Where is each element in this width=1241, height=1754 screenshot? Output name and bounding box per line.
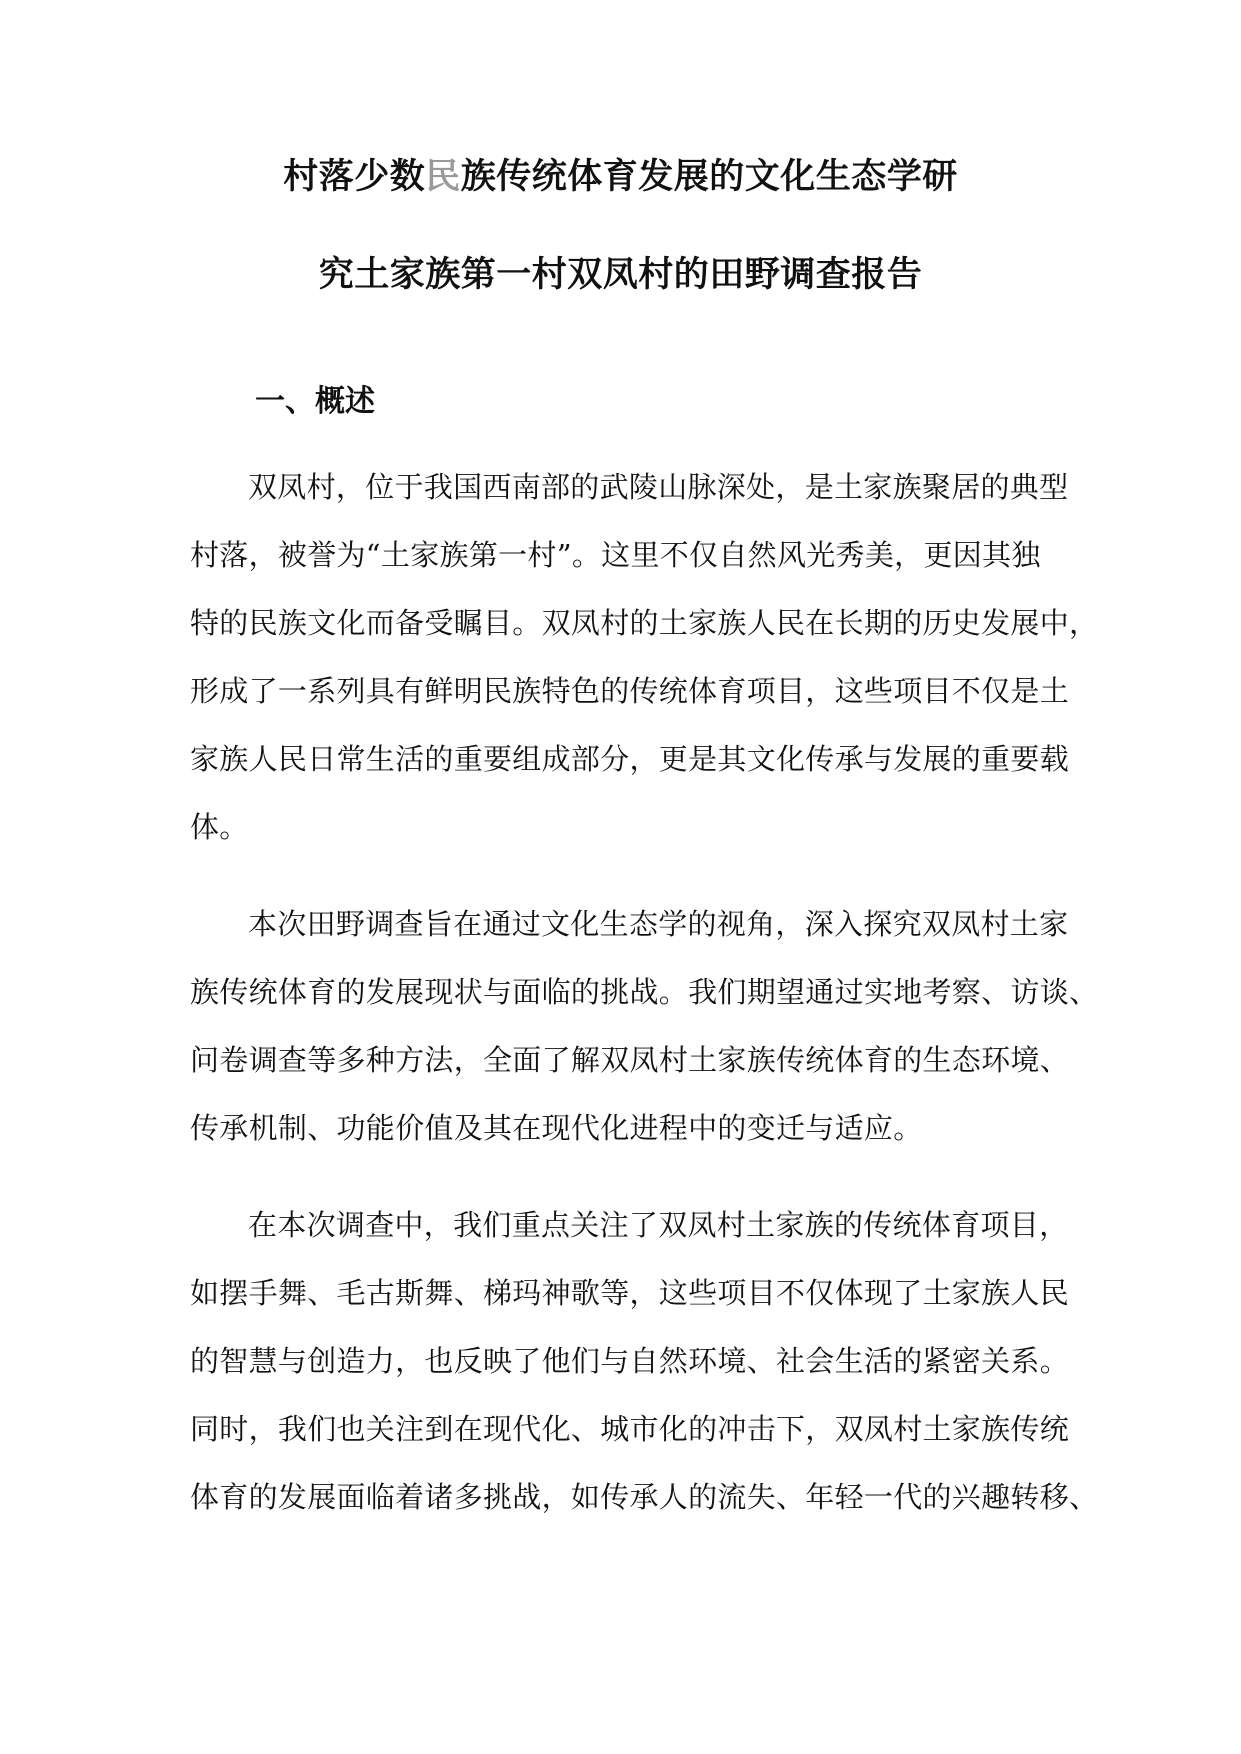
paragraph-3-line-2: 如摆手舞、毛古斯舞、梯玛神歌等，这些项目不仅体现了土家族人民 [190, 1276, 1070, 1310]
paragraph-1-line-3: 特的民族文化而备受瞩目。双凤村的土家族人民在长期的历史发展中， [190, 606, 1099, 640]
paragraph-1-line-6: 体。 [190, 810, 249, 844]
paragraph-3-line-3: 的智慧与创造力，也反映了他们与自然环境、社会生活的紧密关系。 [190, 1344, 1070, 1378]
document-title-line-2: 究土家族第一村双凤村的田野调查报告 [318, 255, 923, 295]
title-text-faint: 民 [425, 157, 461, 197]
paragraph-1-line-2: 村落，被誉为“土家族第一村”。这里不仅自然风光秀美，更因其独 [190, 538, 1041, 572]
paragraph-2-line-1: 本次田野调查旨在通过文化生态学的视角，深入探究双凤村土家 [248, 907, 1069, 941]
paragraph-2-line-3: 问卷调查等多种方法，全面了解双凤村土家族传统体育的生态环境、 [190, 1043, 1070, 1077]
paragraph-1-line-1: 双凤村，位于我国西南部的武陵山脉深处，是土家族聚居的典型 [248, 470, 1069, 504]
paragraph-2-line-4: 传承机制、功能价值及其在现代化进程中的变迁与适应。 [190, 1111, 923, 1145]
title-text-a: 村落少数 [283, 157, 426, 197]
paragraph-2-line-2: 族传统体育的发展现状与面临的挑战。我们期望通过实地考察、访谈、 [190, 975, 1099, 1009]
document-title-line-1 [0, 155, 1241, 199]
paragraph-1-line-5: 家族人民日常生活的重要组成部分，更是其文化传承与发展的重要载 [190, 742, 1070, 776]
paragraph-3-line-1: 在本次调查中，我们重点关注了双凤村土家族的传统体育项目， [248, 1208, 1069, 1242]
paragraph-1-line-4: 形成了一系列具有鲜明民族特色的传统体育项目，这些项目不仅是土 [190, 674, 1070, 708]
paragraph-3-line-5: 体育的发展面临着诸多挑战，如传承人的流失、年轻一代的兴趣转移、 [190, 1480, 1099, 1514]
section-heading: 一、概述 [255, 384, 375, 419]
paragraph-3-line-4: 同时，我们也关注到在现代化、城市化的冲击下，双凤村土家族传统 [190, 1412, 1070, 1446]
title-text-b: 族传统体育发展的文化生态学研 [460, 157, 958, 197]
